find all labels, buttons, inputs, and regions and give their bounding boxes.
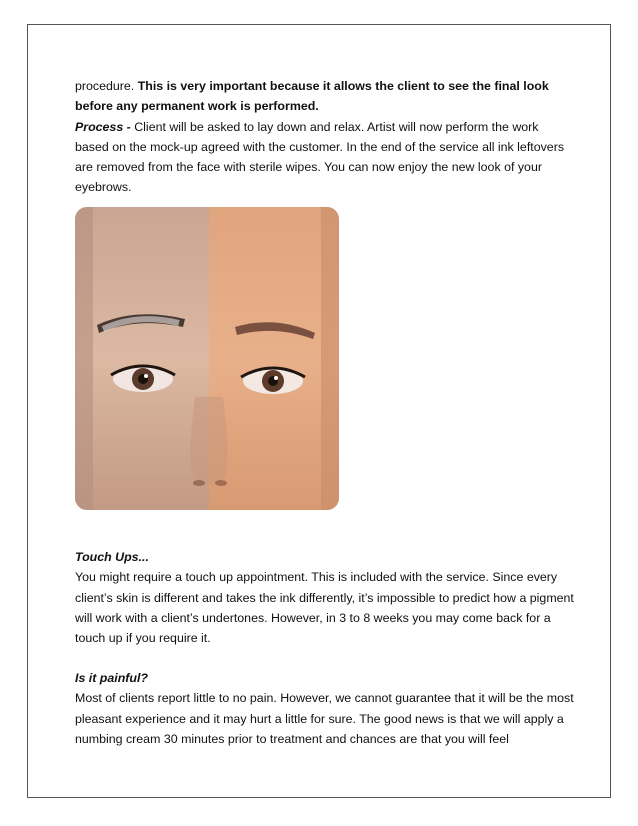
intro-lead: procedure. xyxy=(75,79,138,93)
intro-emphasis: This is very important because it allows the client to see the final look before any permanent work is performed. xyxy=(75,79,549,114)
intro-paragraph xyxy=(75,76,575,198)
touch-ups-section xyxy=(75,547,575,648)
painful-section xyxy=(75,668,575,749)
painful-body: Most of clients report little to no pain. However, we cannot guarantee that it will be the most pleasant experience and it may hurt a little for sure. The good news is that we will apply a numbing cream 30 minutes prior to treatment and chances are that you will feel xyxy=(75,691,574,746)
touch-ups-body: You might require a touch up appointment. This is included with the service. Since every client’s skin is different and takes the ink differently, it’s impossible to predict how a pigment will work with a client’s undertones. However, in 3 to 8 weeks you may come back for a touch up if you require it. xyxy=(75,570,574,646)
nose xyxy=(190,397,227,485)
skin-right xyxy=(209,207,339,510)
skin-left xyxy=(75,207,209,510)
face-illustration xyxy=(75,207,339,510)
process-body: Client will be asked to lay down and relax. Artist will now perform the work based on the mock-up agreed with the customer. In the end of the service all ink leftovers are removed from the face with sterile wipes. You can now enjoy the new look of your eyebrows. xyxy=(75,119,565,195)
process-heading: Process - xyxy=(75,119,135,134)
eyebrow-before-after-photo xyxy=(75,207,339,510)
touch-ups-heading: Touch Ups... xyxy=(75,550,149,564)
painful-heading: Is it painful? xyxy=(75,671,148,685)
